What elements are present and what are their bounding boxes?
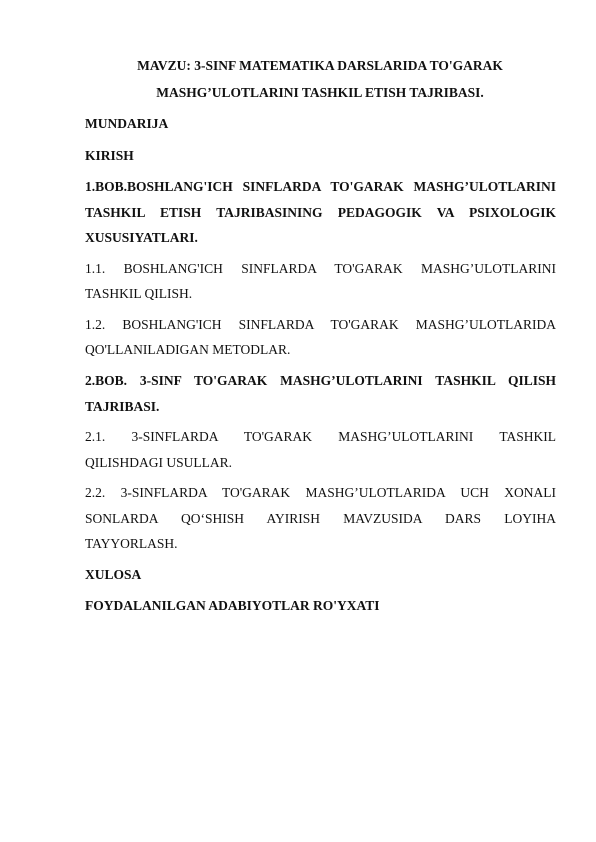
- toc-section-2-2-line3: TAYYORLASH.: [85, 536, 178, 551]
- title-line-2: MASHG’ULOTLARINI TASHKIL ETISH TAJRIBASI.: [156, 85, 484, 100]
- toc-chapter1-line3: XUSUSIYATLARI.: [85, 230, 198, 245]
- toc-section-1-2-line2: QO'LLANILADIGAN METODLAR.: [85, 342, 291, 357]
- toc-section-1-2-line1: 1.2. BOSHLANG'ICH SINFLARDA TO'GARAK MASHG’ULOTLARIDA: [85, 317, 556, 332]
- toc-intro: KIRISH: [85, 148, 134, 163]
- toc-section-1-1-line2: TASHKIL QILISH.: [85, 286, 193, 301]
- toc-chapter1-line1: 1.BOB.BOSHLANG'ICH SINFLARDA TO'GARAK MASHG’ULOTLARINI: [85, 179, 556, 194]
- toc-section-1-1-line1: 1.1. BOSHLANG'ICH SINFLARDA TO'GARAK MASHG’ULOTLARINI: [85, 261, 556, 276]
- toc-section-2-2-line2: SONLARDA QO‘SHISH AYIRISH MAVZUSIDA DARS LOYIHA: [85, 511, 556, 526]
- toc-chapter1-line2: TASHKIL ETISH TAJRIBASINING PEDAGOGIK VA PSIXOLOGIK: [85, 205, 556, 220]
- toc-heading: MUNDARIJA: [85, 116, 169, 131]
- toc-references: FOYDALANILGAN ADABIYOTLAR RO'YXATI: [85, 598, 380, 613]
- toc-section-2-2-line1: 2.2. 3-SINFLARDA TO'GARAK MASHG’ULOTLARIDA UCH XONALI: [85, 485, 556, 500]
- toc-section-2-1-line2: QILISHDAGI USULLAR.: [85, 455, 232, 470]
- toc-section-2-1-line1: 2.1. 3-SINFLARDA TO'GARAK MASHG’ULOTLARINI TASHKIL: [85, 429, 556, 444]
- toc-chapter2-line1: 2.BOB. 3-SINF TO'GARAK MASHG’ULOTLARINI TASHKIL QILISH: [85, 373, 556, 388]
- toc-chapter2-line2: TAJRIBASI.: [85, 399, 160, 414]
- title-line-1: MAVZU: 3-SINF MATEMATIKA DARSLARIDA TO'GARAK: [137, 58, 503, 73]
- toc-conclusion: XULOSA: [85, 567, 142, 582]
